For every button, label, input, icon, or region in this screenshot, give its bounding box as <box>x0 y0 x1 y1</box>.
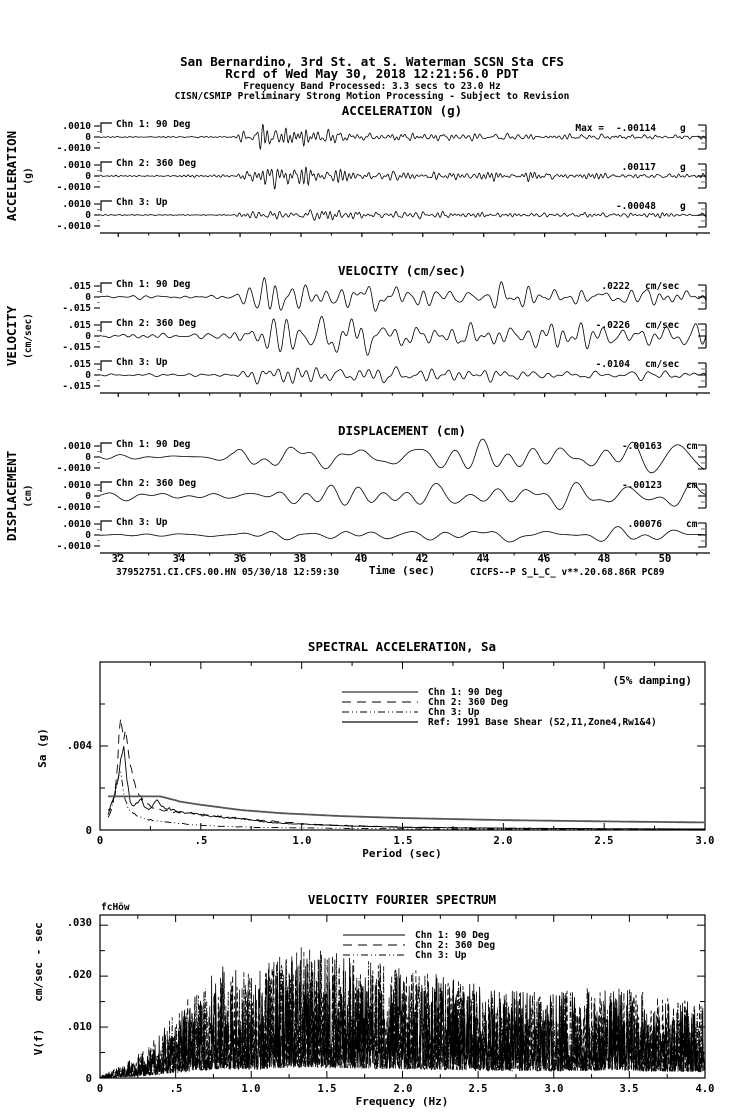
side-unit-label: (cm/sec) <box>23 313 34 359</box>
time-tick: 42 <box>415 553 429 565</box>
scale-top: .015 <box>68 359 91 370</box>
legend-label: Chn 2: 360 Deg <box>428 697 509 708</box>
max-value: .00076 <box>627 519 662 530</box>
scale-top: .0010 <box>62 121 91 132</box>
sa-ytick-label: 0 <box>85 825 92 837</box>
fourier-xtick-label: .5 <box>169 1083 183 1095</box>
sa-xtick-label: 3.0 <box>695 835 715 847</box>
scale-zero: 0 <box>85 491 91 502</box>
scale-bottom: -.015 <box>62 342 91 353</box>
time-axis-label: Time (sec) <box>368 564 436 577</box>
scale-zero: 0 <box>85 530 91 541</box>
panel-title: DISPLACEMENT (cm) <box>338 423 466 438</box>
max-unit: cm <box>686 441 698 452</box>
spectral-acceleration-plot <box>36 639 714 860</box>
channel-bracket-left <box>101 443 112 453</box>
max-value: -.0226 <box>595 320 630 331</box>
sa-curve-1 <box>108 746 705 829</box>
max-unit: g <box>680 201 686 212</box>
damping-note: (5% damping) <box>612 674 692 687</box>
time-tick: 38 <box>293 553 307 565</box>
max-value: -.00114 <box>615 123 656 134</box>
legend-label: Chn 1: 90 Deg <box>415 930 490 941</box>
scale-top: .015 <box>68 320 91 331</box>
scale-zero: 0 <box>85 331 91 342</box>
side-unit-label: (g) <box>23 167 34 185</box>
side-label: DISPLACEMENT <box>4 450 19 542</box>
frequency-band-note: Frequency Band Processed: 3.3 secs to 23.0 Hz <box>243 81 501 92</box>
scale-top: .0010 <box>62 480 91 491</box>
channel-1-labels <box>57 439 698 474</box>
scale-bottom: -.0010 <box>56 541 91 552</box>
scale-zero: 0 <box>85 171 91 182</box>
acceleration-panel <box>4 103 710 237</box>
time-tick: 50 <box>658 553 672 565</box>
scale-zero: 0 <box>85 210 91 221</box>
record-id-annotation: 37952751.CI.CFS.00.HN 05/30/18 12:59:30 <box>116 567 340 578</box>
max-unit: cm <box>686 519 698 530</box>
fourier-xtick-label: 1.0 <box>241 1083 261 1095</box>
scale-top: .0010 <box>62 199 91 210</box>
fourier-legend <box>343 930 495 961</box>
scale-zero: 0 <box>85 292 91 303</box>
velocity-panel <box>4 263 710 397</box>
velocity-waveforms <box>94 278 710 397</box>
scale-zero: 0 <box>85 132 91 143</box>
fourier-ytick-label: .010 <box>66 1021 92 1033</box>
channel-bracket-left <box>101 162 112 172</box>
waveform-3 <box>100 527 706 542</box>
max-unit: cm/sec <box>645 281 680 292</box>
fourier-xtick-label: 4.0 <box>695 1083 715 1095</box>
sa-xlabel: Period (sec) <box>362 847 442 860</box>
scale-top: .0010 <box>62 519 91 530</box>
scale-top: .015 <box>68 281 91 292</box>
max-unit: cm/sec <box>645 320 680 331</box>
scale-bottom: -.0010 <box>56 182 91 193</box>
channel-label: Chn 2: 360 Deg <box>116 478 197 489</box>
header <box>175 54 570 102</box>
scale-top: .0010 <box>62 441 91 452</box>
max-prefix: Max = <box>575 123 604 134</box>
legend-label: Ref: 1991 Base Shear (S2,I1,Zone4,Rw1&4) <box>428 717 657 728</box>
channel-label: Chn 1: 90 Deg <box>116 279 191 290</box>
legend-label: Chn 1: 90 Deg <box>428 687 503 698</box>
scale-bottom: -.0010 <box>56 143 91 154</box>
record-datetime: Rcrd of Wed May 30, 2018 12:21:56.0 PDT <box>225 66 519 81</box>
sa-xtick-label: 2.0 <box>493 835 513 847</box>
max-unit: cm <box>686 480 698 491</box>
max-value: -.00123 <box>621 480 662 491</box>
sa-xtick-label: 0 <box>96 835 104 847</box>
time-tick: 48 <box>597 553 611 565</box>
fourier-xtick-label: 3.0 <box>544 1083 564 1095</box>
time-tick: 36 <box>233 553 247 565</box>
fourier-ylabel: V(f) <box>32 1028 45 1056</box>
station-title: San Bernardino, 3rd St. at S. Waterman SCSN Sta CFS <box>180 54 564 69</box>
time-tick: 32 <box>111 553 125 565</box>
fourier-ylabel-units: cm/sec - sec <box>32 922 45 1002</box>
acceleration-waveforms <box>94 123 710 237</box>
channel-label: Chn 1: 90 Deg <box>116 119 191 130</box>
side-label: ACCELERATION <box>4 130 19 222</box>
channel-bracket-left <box>101 123 112 133</box>
channel-label: Chn 1: 90 Deg <box>116 439 191 450</box>
channel-bracket-left <box>101 521 112 531</box>
max-unit: g <box>680 123 686 134</box>
sa-ylabel: Sa (g) <box>36 728 49 768</box>
scale-bottom: -.0010 <box>56 221 91 232</box>
scale-bottom: -.015 <box>62 381 91 392</box>
waveform-1 <box>100 439 706 473</box>
max-value: -.0104 <box>595 359 630 370</box>
plot-title: SPECTRAL ACCELERATION, Sa <box>307 639 497 654</box>
plot-title: VELOCITY FOURIER SPECTRUM <box>307 892 497 907</box>
channel-label: Chn 2: 360 Deg <box>116 318 197 329</box>
legend-label: Chn 3: Up <box>428 707 480 718</box>
max-unit: cm/sec <box>645 359 680 370</box>
scale-zero: 0 <box>85 370 91 381</box>
time-tick: 46 <box>537 553 551 565</box>
channel-3-labels <box>62 357 679 392</box>
fourier-xtick-label: 2.5 <box>468 1083 488 1095</box>
sa-xtick-label: .5 <box>194 835 208 847</box>
sa-xtick-label: 1.0 <box>292 835 312 847</box>
waveform-2 <box>100 167 706 189</box>
channel-bracket-left <box>101 201 112 211</box>
fourier-xtick-label: 0 <box>96 1083 104 1095</box>
time-tick: 44 <box>476 553 490 565</box>
fourier-xtick-label: 2.0 <box>393 1083 413 1095</box>
processing-code-annotation: CICFS--P S_L_C_ v**.20.68.86R PC89 <box>470 567 665 578</box>
sa-curve-4 <box>108 796 705 822</box>
time-tick: 40 <box>354 553 368 565</box>
channel-bracket-left <box>101 361 112 371</box>
max-value: .0222 <box>601 281 630 292</box>
fourier-ytick-label: .020 <box>66 969 92 981</box>
scale-top: .0010 <box>62 160 91 171</box>
legend-label: Chn 3: Up <box>415 950 467 961</box>
plot-frame <box>100 662 705 830</box>
panel-title: ACCELERATION (g) <box>341 103 463 118</box>
sa-xtick-label: 1.5 <box>393 835 413 847</box>
channel-label: Chn 2: 360 Deg <box>116 158 197 169</box>
scale-bottom: -.0010 <box>56 502 91 513</box>
scale-zero: 0 <box>85 452 91 463</box>
sa-xtick-label: 2.5 <box>594 835 614 847</box>
max-unit: g <box>680 162 686 173</box>
sa-curves <box>100 662 705 830</box>
channel-label: Chn 3: Up <box>116 517 168 528</box>
channel-bracket-left <box>101 482 112 492</box>
scale-bottom: -.015 <box>62 303 91 314</box>
channel-label: Chn 3: Up <box>116 357 168 368</box>
max-value: -.00163 <box>621 441 662 452</box>
fourier-ytick-label: .030 <box>66 917 92 929</box>
displacement-panel <box>4 423 710 578</box>
channel-label: Chn 3: Up <box>116 197 168 208</box>
time-tick: 34 <box>172 553 186 565</box>
cutoff-frequency-marker: fcHöw <box>101 902 130 913</box>
fourier-xlabel: Frequency (Hz) <box>355 1095 449 1108</box>
scale-bottom: -.0010 <box>56 463 91 474</box>
legend-label: Chn 2: 360 Deg <box>415 940 496 951</box>
panel-title: VELOCITY (cm/sec) <box>338 263 466 278</box>
fourier-spectrum-plot <box>32 892 714 1108</box>
max-value: -.00048 <box>615 201 656 212</box>
sa-curve-2 <box>108 719 705 829</box>
fourier-ytick-label: 0 <box>85 1073 92 1085</box>
channel-bracket-left <box>101 322 112 332</box>
fourier-xtick-label: 1.5 <box>317 1083 337 1095</box>
channel-bracket-left <box>101 283 112 293</box>
displacement-waveforms <box>94 439 710 557</box>
side-unit-label: (cm) <box>23 484 34 508</box>
side-label: VELOCITY <box>4 305 19 367</box>
processing-note: CISN/CSMIP Preliminary Strong Motion Processing - Subject to Revision <box>174 91 570 102</box>
fourier-curves <box>100 915 705 1078</box>
max-value: .00117 <box>621 162 656 173</box>
sa-legend <box>342 687 657 728</box>
sa-ytick-label: .004 <box>66 740 92 752</box>
fourier-xtick-label: 3.5 <box>619 1083 639 1095</box>
